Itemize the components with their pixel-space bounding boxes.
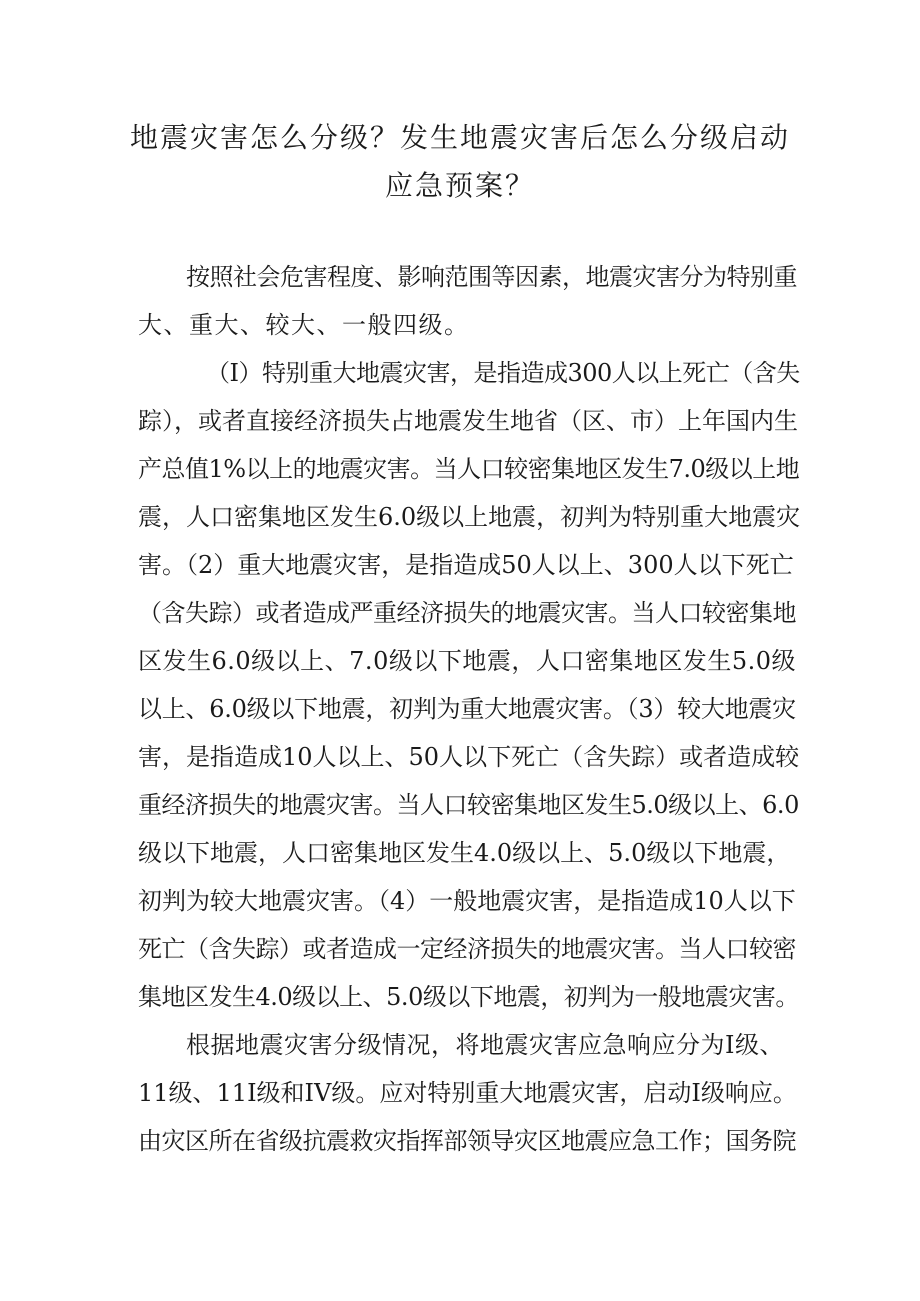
paragraph-line: 以上、6.0级以下地震，初判为重大地震灾害。（3）较大地震灾 <box>138 695 796 723</box>
paragraph-line: （含失踪）或者造成严重经济损失的地震灾害。当人口较密集地 <box>138 599 796 627</box>
paragraph-line: 区发生6.0级以上、7.0级以下地震，人口密集地区发生5.0级 <box>138 647 797 675</box>
paragraph-line: 按照社会危害程度、影响范围等因素，地震灾害分为特别重 <box>186 263 797 291</box>
paragraph-line: 由灾区所在省级抗震救灾指挥部领导灾区地震应急工作；国务院 <box>138 1127 796 1155</box>
paragraph-line: 级以下地震，人口密集地区发生4.0级以上、5.0级以下地震， <box>138 839 791 867</box>
paragraph-line: 死亡（含失踪）或者造成一定经济损失的地震灾害。当人口较密 <box>138 935 796 963</box>
paragraph-line: 集地区发生4.0级以上、5.0级以下地震，初判为一般地震灾害。 <box>138 983 799 1011</box>
paragraph-line: 初判为较大地震灾害。（4）一般地震灾害，是指造成10人以下 <box>138 887 796 915</box>
paragraph-line: 踪），或者直接经济损失占地震发生地省（区、市）上年国内生 <box>138 407 798 435</box>
document-title-line-2: 应急预案？ <box>384 169 535 202</box>
paragraph-line: 重经济损失的地震灾害。当人口较密集地区发生5.0级以上、6.0 <box>138 791 799 819</box>
paragraph-line: 产总值1%以上的地震灾害。当人口较密集地区发生7.0级以上地 <box>138 455 800 483</box>
paragraph-line: 11级、11I级和IV级。应对特别重大地震灾害，启动I级响应。 <box>138 1079 797 1107</box>
paragraph-line: 震，人口密集地区发生6.0级以上地震，初判为特别重大地震灾 <box>138 503 801 531</box>
paragraph-line: 根据地震灾害分级情况，将地震灾害应急响应分为I级、 <box>186 1031 784 1059</box>
paragraph-line: 害，是指造成10人以上、50人以下死亡（含失踪）或者造成较 <box>138 743 800 771</box>
paragraph-line: （I）特别重大地震灾害，是指造成300人以上死亡（含失 <box>206 359 800 387</box>
paragraph-line: 大、重大、较大、一般四级。 <box>138 311 470 339</box>
paragraph-line: 害。（2）重大地震灾害，是指造成50人以上、300人以下死亡 <box>138 551 794 579</box>
document-title-line-1: 地震灾害怎么分级？发生地震灾害后怎么分级启动 <box>129 121 790 154</box>
